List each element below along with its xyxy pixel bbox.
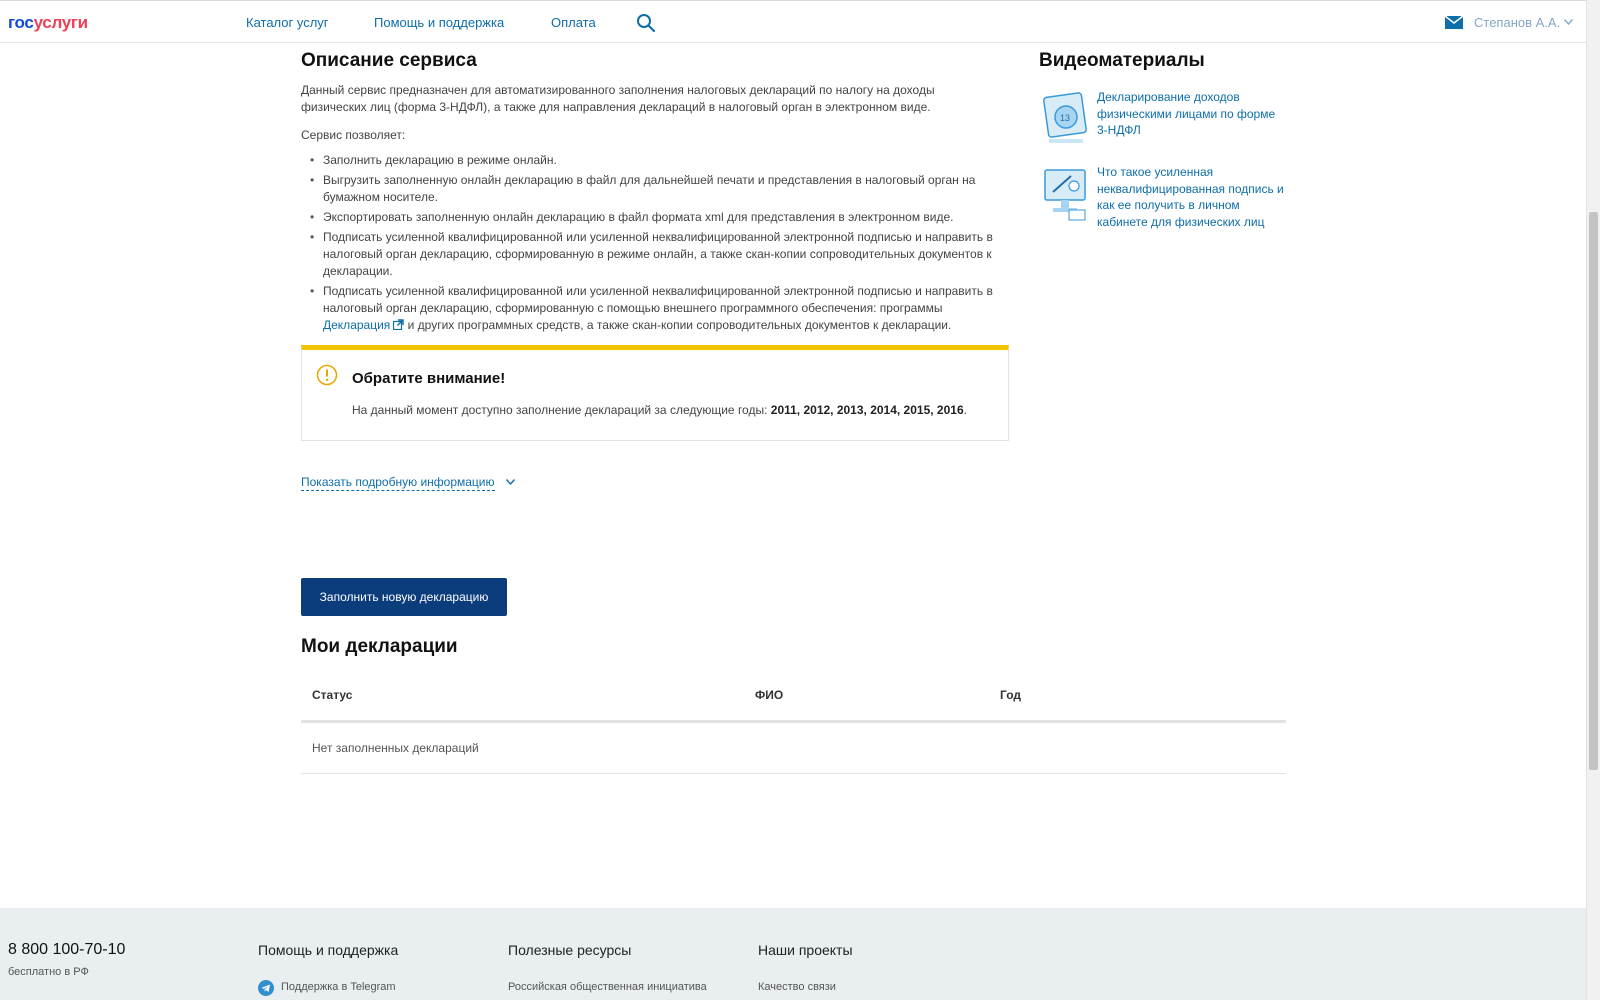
- list-item: • Экспортировать заполненную онлайн декларацию в файл формата xml для представления в электронном виде.: [301, 209, 1001, 226]
- nav-help[interactable]: Помощь и поддержка: [374, 15, 505, 30]
- gosuslugi-logo[interactable]: [8, 13, 88, 33]
- column-year[interactable]: Год: [1000, 688, 1021, 702]
- footer-link-roi[interactable]: Российская общественная инициатива: [508, 981, 707, 993]
- list-item: • Заполнить декларацию в режиме онлайн.: [301, 152, 1001, 169]
- scrollbar-thumb[interactable]: [1589, 212, 1598, 770]
- search-icon[interactable]: [636, 13, 656, 33]
- table-divider: [301, 773, 1286, 774]
- column-name[interactable]: ФИО: [755, 688, 784, 702]
- video-title[interactable]: Что такое усиленная неквалифицированная подпись и как ее получить в личном кабинете для физических лиц: [1097, 165, 1284, 229]
- svg-text:13: 13: [1060, 113, 1071, 123]
- footer-resources-title: Полезные ресурсы: [508, 942, 632, 958]
- feature-list: [301, 152, 1001, 337]
- nav-catalog[interactable]: Каталог услуг: [246, 15, 329, 30]
- phone-note: бесплатно в РФ: [8, 966, 89, 978]
- chevron-down-icon[interactable]: [506, 479, 515, 485]
- page-footer: [0, 908, 1586, 1000]
- description-title: Описание сервиса: [301, 50, 477, 71]
- description-intro: Данный сервис предназначен для автоматизированного заполнения налоговых деклараций по налогу на доходы физических лиц (форма 3-НДФЛ), а также для направления деклараций в налоговый орган в электронном виде.: [301, 83, 935, 114]
- description-allows: Сервис позволяет:: [301, 128, 406, 142]
- declaration-program-link[interactable]: Декларация: [323, 318, 391, 332]
- footer-link-quality[interactable]: Качество связи: [758, 981, 836, 993]
- external-link-icon[interactable]: [393, 319, 404, 330]
- video-title[interactable]: Декларирование доходов физическими лицами по форме 3-НДФЛ: [1097, 90, 1276, 137]
- footer-link-telegram[interactable]: Поддержка в Telegram: [281, 981, 396, 993]
- user-name[interactable]: Степанов А.А.: [1474, 15, 1561, 30]
- video-thumbnail-icon[interactable]: [1043, 164, 1089, 224]
- list-item: • Выгрузить заполненную онлайн декларацию в файл для дальнейшей печати и представления в налоговый орган на бумажном носителе.: [301, 172, 1001, 206]
- fill-declaration-button[interactable]: Заполнить новую декларацию: [301, 578, 507, 616]
- nav-payment[interactable]: Оплата: [551, 15, 596, 30]
- attention-title: Обратите внимание!: [352, 370, 506, 387]
- mail-icon[interactable]: [1445, 16, 1463, 29]
- available-years: 2011, 2012, 2013, 2014, 2015, 2016: [770, 403, 964, 417]
- list-item: [301, 283, 1001, 334]
- table-divider: [301, 720, 1286, 723]
- bullet-text: Подписать усиленной квалифицированной или усиленной неквалифицированной электронной подписью и направить в налоговый орган декларацию, сформированную с помощью внешнего программного обеспечения: программы: [323, 284, 993, 315]
- logo-part-uslugi: услуги: [33, 13, 88, 32]
- warning-icon: [316, 364, 338, 386]
- declarations-title: Мои декларации: [301, 636, 458, 657]
- telegram-icon[interactable]: [258, 980, 274, 996]
- videos-title: Видеоматериалы: [1039, 50, 1205, 71]
- footer-help-title: Помощь и поддержка: [258, 942, 399, 958]
- bullet-text: и других программных средств, а также скан-копии сопроводительных документов к декларации.: [404, 318, 952, 332]
- list-item: • Подписать усиленной квалифицированной или усиленной неквалифицированной электронной подписью и направить в налоговый орган декларацию, сформированную в режиме онлайн, а также скан-копии сопроводительных документов к декларации.: [301, 229, 1001, 280]
- column-status[interactable]: Статус: [312, 688, 353, 702]
- support-phone[interactable]: 8 800 100-70-10: [8, 941, 126, 958]
- top-header: [0, 0, 1586, 43]
- attention-text-main: На данный момент доступно заполнение деклараций за следующие годы:: [352, 403, 771, 417]
- attention-text-end: .: [963, 403, 967, 417]
- show-details-link[interactable]: Показать подробную информацию: [301, 475, 495, 489]
- video-thumbnail-icon[interactable]: [1043, 89, 1089, 149]
- chevron-down-icon[interactable]: [1564, 19, 1573, 25]
- footer-projects-title: Наши проекты: [758, 942, 853, 958]
- attention-box: [301, 345, 1009, 441]
- page-scrollbar[interactable]: [1586, 0, 1600, 1000]
- attention-text: [352, 403, 967, 417]
- logo-part-gos: гос: [8, 13, 34, 32]
- empty-table-message: Нет заполненных деклараций: [312, 741, 479, 755]
